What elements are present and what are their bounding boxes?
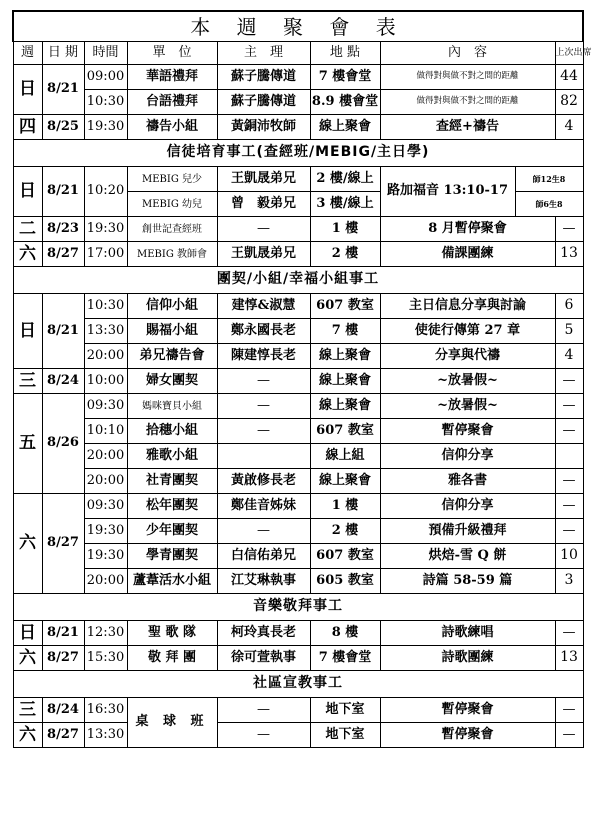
- time-cell: 19:30: [84, 115, 127, 140]
- host-cell: 王凱晟弟兄: [217, 167, 310, 192]
- time-cell: 13:30: [84, 723, 127, 748]
- date-cell: 8/27: [42, 494, 84, 594]
- header-weekday: 週: [13, 42, 42, 65]
- header-unit: 單 位: [127, 42, 217, 65]
- attendance-cell: 師6生8: [515, 192, 583, 217]
- time-cell: 17:00: [84, 242, 127, 267]
- time-cell: 09:30: [84, 394, 127, 419]
- content-cell: 烘焙-雪 Q 餅: [380, 544, 555, 569]
- host-cell: 建惇&淑慧: [217, 294, 310, 319]
- content-cell: 8 月暫停聚會: [380, 217, 555, 242]
- table-row: [13, 294, 583, 319]
- place-cell: 線上組: [310, 444, 380, 469]
- unit-cell: 信仰小組: [127, 294, 217, 319]
- table-row: [13, 369, 583, 394]
- date-cell: 8/21: [42, 167, 84, 217]
- header-place: 地 點: [310, 42, 380, 65]
- host-cell: —: [217, 519, 310, 544]
- date-cell: 8/23: [42, 217, 84, 242]
- place-cell: 7 樓: [310, 319, 380, 344]
- content-cell: 主日信息分享與討論: [380, 294, 555, 319]
- host-cell: —: [217, 723, 310, 748]
- host-cell: —: [217, 369, 310, 394]
- place-cell: 線上聚會: [310, 344, 380, 369]
- table-row: [13, 444, 583, 469]
- table-row: [13, 494, 583, 519]
- weekday-cell: 日: [13, 294, 42, 369]
- content-cell: 預備升級禮拜: [380, 519, 555, 544]
- time-cell: 16:30: [84, 698, 127, 723]
- section-heading-training: 信徒培育事工(查經班/MEBIG/主日學): [13, 140, 583, 167]
- table-row: [13, 115, 583, 140]
- unit-cell: 學青團契: [127, 544, 217, 569]
- content-cell: 詩歌團練: [380, 646, 555, 671]
- host-cell: 王凱晟弟兄: [217, 242, 310, 267]
- table-row: [13, 319, 583, 344]
- unit-cell: 華語禮拜: [127, 65, 217, 90]
- place-cell: 605 教室: [310, 569, 380, 594]
- place-cell: 607 教室: [310, 544, 380, 569]
- host-cell: 黃啟修長老: [217, 469, 310, 494]
- unit-cell: 敬 拜 團: [127, 646, 217, 671]
- section-heading-music: 音樂敬拜事工: [13, 594, 583, 621]
- attendance-cell: —: [555, 419, 583, 444]
- table-row: [13, 242, 583, 267]
- table-row: [13, 469, 583, 494]
- unit-cell: 聖 歌 隊: [127, 621, 217, 646]
- host-cell: [217, 444, 310, 469]
- host-cell: 江艾琳執事: [217, 569, 310, 594]
- host-cell: 曾 毅弟兄: [217, 192, 310, 217]
- time-cell: 19:30: [84, 217, 127, 242]
- table-row: [13, 646, 583, 671]
- host-cell: 黃銅沛牧師: [217, 115, 310, 140]
- host-cell: —: [217, 698, 310, 723]
- weekday-cell: 日: [13, 621, 42, 646]
- attendance-cell: 13: [555, 242, 583, 267]
- place-cell: 線上聚會: [310, 469, 380, 494]
- table-row: [13, 419, 583, 444]
- date-cell: 8/24: [42, 698, 84, 723]
- place-cell: 線上聚會: [310, 369, 380, 394]
- attendance-cell: 13: [555, 646, 583, 671]
- host-cell: —: [217, 394, 310, 419]
- time-cell: 20:00: [84, 469, 127, 494]
- date-cell: 8/25: [42, 115, 84, 140]
- attendance-cell: 師12生8: [515, 167, 583, 192]
- weekday-cell: 六: [13, 242, 42, 267]
- table-row: [13, 167, 583, 192]
- attendance-cell: —: [555, 723, 583, 748]
- time-cell: 15:30: [84, 646, 127, 671]
- host-cell: 白信佑弟兄: [217, 544, 310, 569]
- page-title: 本 週 聚 會 表: [13, 11, 583, 42]
- weekday-cell: 六: [13, 723, 42, 748]
- date-cell: 8/27: [42, 646, 84, 671]
- content-cell: 暫停聚會: [380, 698, 555, 723]
- table-row: [13, 544, 583, 569]
- time-cell: 13:30: [84, 319, 127, 344]
- host-cell: 蘇子騰傳道: [217, 90, 310, 115]
- content-cell: ~放暑假~: [380, 369, 555, 394]
- table-row: [13, 519, 583, 544]
- place-cell: 7 樓會堂: [310, 646, 380, 671]
- unit-cell: 拾穗小組: [127, 419, 217, 444]
- host-cell: 蘇子騰傳道: [217, 65, 310, 90]
- attendance-cell: 5: [555, 319, 583, 344]
- date-cell: 8/26: [42, 394, 84, 494]
- weekly-schedule-table: [12, 10, 592, 748]
- content-cell: 詩篇 58-59 篇: [380, 569, 555, 594]
- table-row: [13, 621, 583, 646]
- weekday-cell: 四: [13, 115, 42, 140]
- attendance-cell: 3: [555, 569, 583, 594]
- unit-cell: 桌 球 班: [127, 698, 217, 748]
- content-cell: 做得對與做不對之間的距離: [380, 90, 555, 115]
- time-cell: 09:00: [84, 65, 127, 90]
- table-row: [13, 65, 583, 90]
- attendance-cell: 4: [555, 344, 583, 369]
- unit-cell: 台語禮拜: [127, 90, 217, 115]
- unit-cell: MEBIG 兒少: [127, 167, 217, 192]
- attendance-cell: 4: [555, 115, 583, 140]
- unit-cell: 少年團契: [127, 519, 217, 544]
- unit-cell: 松年團契: [127, 494, 217, 519]
- weekday-cell: 日: [13, 167, 42, 217]
- host-cell: 陳建惇長老: [217, 344, 310, 369]
- place-cell: 8.9 樓會堂: [310, 90, 380, 115]
- time-cell: 10:10: [84, 419, 127, 444]
- place-cell: 2 樓: [310, 242, 380, 267]
- time-cell: 09:30: [84, 494, 127, 519]
- place-cell: 1 樓: [310, 494, 380, 519]
- table-row: [13, 569, 583, 594]
- time-cell: 12:30: [84, 621, 127, 646]
- content-cell: 分享與代禱: [380, 344, 555, 369]
- place-cell: 線上聚會: [310, 115, 380, 140]
- attendance-cell: 6: [555, 294, 583, 319]
- date-cell: 8/21: [42, 65, 84, 115]
- time-cell: 10:00: [84, 369, 127, 394]
- place-cell: 607 教室: [310, 294, 380, 319]
- section-heading-fellowship: 團契/小組/幸福小組事工: [13, 267, 583, 294]
- attendance-cell: —: [555, 369, 583, 394]
- weekday-cell: 六: [13, 646, 42, 671]
- host-cell: 鄭永國長老: [217, 319, 310, 344]
- time-cell: 10:30: [84, 294, 127, 319]
- place-cell: 8 樓: [310, 621, 380, 646]
- content-cell: 雅各書: [380, 469, 555, 494]
- time-cell: 10:20: [84, 167, 127, 217]
- header-content: 內 容: [380, 42, 555, 65]
- place-cell: 607 教室: [310, 419, 380, 444]
- date-cell: 8/21: [42, 621, 84, 646]
- unit-cell: 雅歌小組: [127, 444, 217, 469]
- table-row: [13, 90, 583, 115]
- time-cell: 20:00: [84, 444, 127, 469]
- weekday-cell: 五: [13, 394, 42, 494]
- table-row: [13, 394, 583, 419]
- weekday-cell: 六: [13, 494, 42, 594]
- host-cell: —: [217, 217, 310, 242]
- weekday-cell: 三: [13, 369, 42, 394]
- attendance-cell: 10: [555, 544, 583, 569]
- attendance-cell: [555, 444, 583, 469]
- unit-cell: 禱告小組: [127, 115, 217, 140]
- unit-cell: 婦女團契: [127, 369, 217, 394]
- date-cell: 8/21: [42, 294, 84, 369]
- content-cell: ~放暑假~: [380, 394, 555, 419]
- unit-cell: MEBIG 幼兒: [127, 192, 217, 217]
- content-cell: 暫停聚會: [380, 723, 555, 748]
- place-cell: 線上聚會: [310, 394, 380, 419]
- unit-cell: 蘆葦活水小組: [127, 569, 217, 594]
- time-cell: 19:30: [84, 519, 127, 544]
- time-cell: 20:00: [84, 569, 127, 594]
- date-cell: 8/24: [42, 369, 84, 394]
- content-cell: 詩歌練唱: [380, 621, 555, 646]
- unit-cell: 媽咪寶貝小組: [127, 394, 217, 419]
- header-host: 主 理: [217, 42, 310, 65]
- place-cell: 7 樓會堂: [310, 65, 380, 90]
- weekday-cell: 二: [13, 217, 42, 242]
- time-cell: 19:30: [84, 544, 127, 569]
- table-row: [13, 698, 583, 723]
- attendance-cell: —: [555, 494, 583, 519]
- host-cell: —: [217, 419, 310, 444]
- unit-cell: 創世記查經班: [127, 217, 217, 242]
- attendance-cell: —: [555, 519, 583, 544]
- place-cell: 2 樓: [310, 519, 380, 544]
- attendance-cell: 82: [555, 90, 583, 115]
- place-cell: 地下室: [310, 723, 380, 748]
- header-time: 時間: [84, 42, 127, 65]
- table-row: [13, 217, 583, 242]
- attendance-cell: 44: [555, 65, 583, 90]
- section-heading-community: 社區宣教事工: [13, 671, 583, 698]
- content-cell: 做得對與做不對之間的距離: [380, 65, 555, 90]
- content-cell: 路加福音 13:10-17: [380, 167, 515, 217]
- table-row: [13, 344, 583, 369]
- time-cell: 10:30: [84, 90, 127, 115]
- place-cell: 1 樓: [310, 217, 380, 242]
- attendance-cell: —: [555, 621, 583, 646]
- host-cell: 鄭佳音姊妹: [217, 494, 310, 519]
- place-cell: 地下室: [310, 698, 380, 723]
- attendance-cell: —: [555, 469, 583, 494]
- attendance-cell: —: [555, 698, 583, 723]
- header-row: [13, 42, 583, 65]
- date-cell: 8/27: [42, 723, 84, 748]
- host-cell: 柯玲真長老: [217, 621, 310, 646]
- content-cell: 暫停聚會: [380, 419, 555, 444]
- place-cell: 2 樓/線上: [310, 167, 380, 192]
- content-cell: 信仰分享: [380, 494, 555, 519]
- place-cell: 3 樓/線上: [310, 192, 380, 217]
- header-last-attendance: 上次出席: [555, 42, 583, 65]
- content-cell: 查經+禱告: [380, 115, 555, 140]
- attendance-cell: —: [555, 394, 583, 419]
- header-date: 日 期: [42, 42, 84, 65]
- unit-cell: 弟兄禱告會: [127, 344, 217, 369]
- content-cell: 備課團練: [380, 242, 555, 267]
- attendance-cell: —: [555, 217, 583, 242]
- date-cell: 8/27: [42, 242, 84, 267]
- unit-cell: 社青團契: [127, 469, 217, 494]
- host-cell: 徐可萱執事: [217, 646, 310, 671]
- unit-cell: MEBIG 教師會: [127, 242, 217, 267]
- weekday-cell: 三: [13, 698, 42, 723]
- table-row: [13, 723, 583, 748]
- content-cell: 信仰分享: [380, 444, 555, 469]
- time-cell: 20:00: [84, 344, 127, 369]
- unit-cell: 賜福小組: [127, 319, 217, 344]
- content-cell: 使徒行傳第 27 章: [380, 319, 555, 344]
- weekday-cell: 日: [13, 65, 42, 115]
